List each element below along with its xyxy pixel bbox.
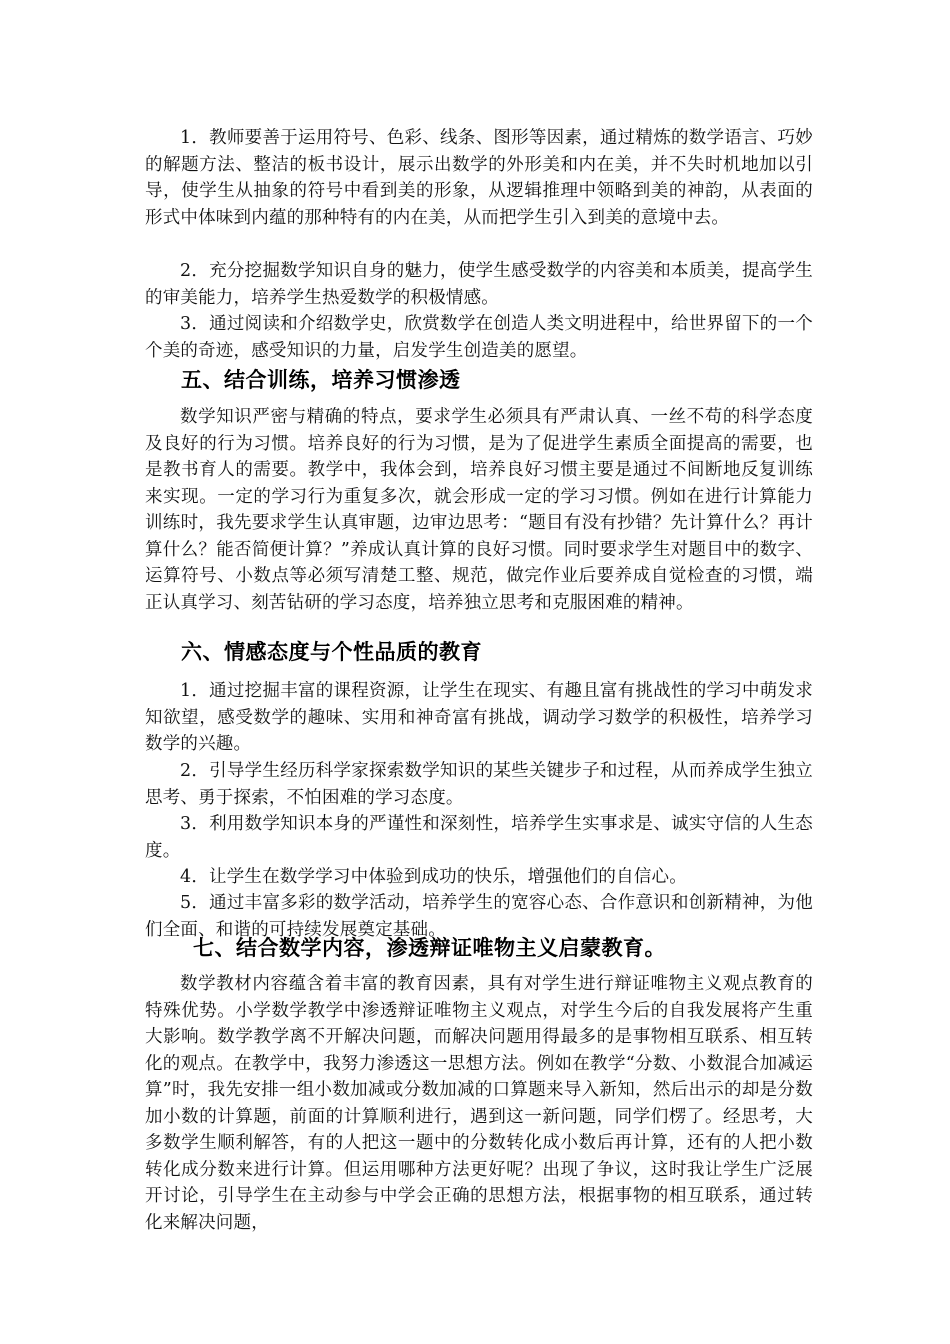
section-6-item-5: 5．通过丰富多彩的数学活动，培养学生的宽容心态、合作意识和创新精神，为他们全面、和谐的可持续发展奠定基础。 xyxy=(145,893,813,940)
beauty-item-3: 3．通过阅读和介绍数学史，欣赏数学在创造人类文明进程中，给世界留下的一个个美的奇迹，感受知识的力量，启发学生创造美的愿望。 xyxy=(145,314,813,361)
beauty-item-1: 1．教师要善于运用符号、色彩、线条、图形等因素，通过精炼的数学语言、巧妙的解题方法、整洁的板书设计，展示出数学的外形美和内在美，并不失时机地加以引导，使学生从抽象的符号中看到美的形象，从逻辑推理中领略到美的神韵，从表面的形式中体味到内蕴的那种特有的内在美，从而把学生引入到美的意境中去。 xyxy=(145,128,813,228)
section-6-heading: 六、情感态度与个性品质的教育 xyxy=(181,640,482,664)
section-7-body: 数学教材内容蕴含着丰富的教育因素，具有对学生进行辩证唯物主义观点教育的特殊优势。小学数学教学中渗透辩证唯物主义观点，对学生今后的自我发展将产生重大影响。数学教学离不开解决问题，而解决问题用得最多的是事物相互联系、相互转化的观点。在教学中，我努力渗透这一思想方法。例如在教学“分数、小数混合加减运算”时，我先安排一组小数加减或分数加减的口算题来导入新知，然后出示的却是分数加小数的计算题，前面的计算顺利进行，遇到这一新问题，同学们楞了。经思考，大多数学生顺利解答，有的人把这一题中的分数转化成小数后再计算，还有的人把小数转化成分数来进行计算。但运用哪种方法更好呢？出现了争议，这时我让学生广泛展开讨论，引导学生在主动参与中学会正确的思想方法，根据事物的相互联系，通过转化来解决问题， xyxy=(145,974,813,1233)
section-5-heading: 五、结合训练，培养习惯渗透 xyxy=(181,368,461,392)
section-6-item-3: 3．利用数学知识本身的严谨性和深刻性，培养学生实事求是、诚实守信的人生态度。 xyxy=(145,814,813,861)
section-6-item-2: 2．引导学生经历科学家探索数学知识的某些关键步子和过程，从而养成学生独立思考、勇于探索，不怕困难的学习态度。 xyxy=(145,761,813,808)
section-7-heading: 七、结合数学内容，渗透辩证唯物主义启蒙教育。 xyxy=(193,936,666,960)
section-5-body: 数学知识严密与精确的特点，要求学生必须具有严肃认真、一丝不苟的科学态度及良好的行为习惯。培养良好的行为习惯，是为了促进学生素质全面提高的需要，也是教书育人的需要。教学中，我体会到，培养良好习惯主要是通过不间断地反复训练来实现。一定的学习行为重复多次，就会形成一定的学习习惯。例如在进行计算能力训练时，我先要求学生认真审题，边审边思考：“题目有没有抄错？先计算什么？再计算什么？能否简便计算？”养成认真计算的良好习惯。同时要求学生对题目中的数字、运算符号、小数点等必须写清楚工整、规范，做完作业后要养成自觉检查的习惯，端正认真学习、刻苦钻研的学习态度，培养独立思考和克服困难的精神。 xyxy=(145,407,813,613)
beauty-item-2: 2．充分挖掘数学知识自身的魅力，使学生感受数学的内容美和本质美，提高学生的审美能力，培养学生热爱数学的积极情感。 xyxy=(145,261,813,308)
section-6-item-1: 1．通过挖掘丰富的课程资源，让学生在现实、有趣且富有挑战性的学习中萌发求知欲望，感受数学的趣味、实用和神奇富有挑战，调动学习数学的积极性，培养学习数学的兴趣。 xyxy=(145,681,813,754)
section-6-item-4: 4．让学生在数学学习中体验到成功的快乐，增强他们的自信心。 xyxy=(180,867,687,887)
